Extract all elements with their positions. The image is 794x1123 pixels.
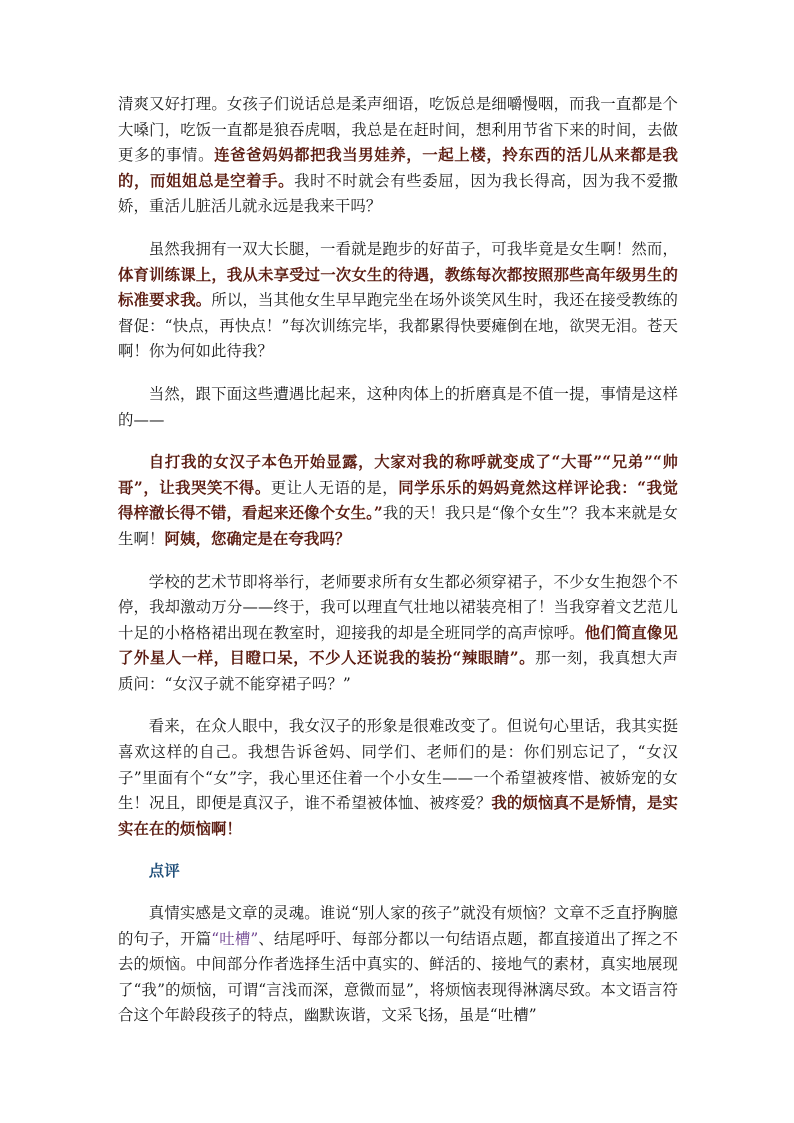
quoted-text: “吐槽” (211, 929, 259, 948)
body-text: 、结尾呼吁、每部分都以一句结语点题，都直接道出了挥之不去的烦恼。中间部分作者选择生活中真实的、鲜活的、接地气的素材，真实地展现了“我”的烦恼，可谓“言浅而深，意微而显”，将烦恼表现得淋漓尽致。本文语言符合这个年龄段孩子的特点，幽默诙谐，文采飞扬，虽是“吐槽” (118, 929, 678, 1025)
body-text: 更让人无语的是， (270, 478, 399, 497)
essay-paragraph (118, 570, 678, 698)
review-body (118, 901, 678, 1029)
body-text: 当然，跟下面这些遭遇比起来，这种肉体上的折磨真是不值一提，事情是这样的—— (118, 384, 678, 429)
body-text: 看来，在众人眼中，我女汉子的形象是很难改变了。但说句心里话，我其实挺喜欢这样的自己。我想告诉爸妈、同学们、老师们的是：你们别忘记了，“女汉子”里面有个“女”字，我心里还住着一个小女生——一个希望被疼惜、被娇宠的女生！况且，即便是真汉子，谁不希望被体恤、被疼爱？ (118, 717, 678, 813)
body-text: 那一刻，我真想大声质问：“女汉子就不能穿裙子吗？” (118, 649, 678, 693)
body-text: 我的天！我只是“像个女生”？我本来就是女生啊！ (118, 504, 678, 548)
body-text: 所以，当其他女生早早跑完坐在场外谈笑风生时，我还在接受教练的督促：“快点，再快点！”每次训练完毕，我都累得快要瘫倒在地，欲哭无泪。苍天啊！你为何如此待我？ (118, 291, 678, 361)
essay-paragraph (118, 382, 678, 433)
essay-body (118, 92, 678, 842)
body-text: 真情实感是文章的灵魂。谁说“别人家的孩子”就没有烦恼？文章不乏直抒胸臆的句子，开篇 (118, 904, 678, 948)
review-paragraph (118, 901, 678, 1029)
essay-paragraph (118, 714, 678, 842)
emphasis-text: 连爸爸妈妈都把我当男娃养，一起上楼，拎东西的活儿从来都是我的，而姐姐总是空着手。 (118, 146, 678, 190)
body-text: 我时不时就会有些委屈，因为我长得高，因为我不爱撒娇，重活儿脏活儿就永远是我来干吗？ (118, 171, 678, 216)
essay-paragraph (118, 92, 678, 220)
emphasis-text: 同学乐乐的妈妈竟然这样评论我：“我觉得梓澈长得不错，看起来还像个女生。” (118, 478, 678, 523)
body-text: 虽然我拥有一双大长腿，一看就是跑步的好苗子，可我毕竟是女生啊！然而， (148, 239, 678, 258)
emphasis-text: 自打我的女汉子本色开始显露，大家对我的称呼就变成了“大哥”“兄弟”“帅哥”，让我哭笑不得。 (118, 453, 678, 497)
document-page (118, 92, 678, 1029)
emphasis-text: 体育训练课上，我从未享受过一次女生的待遇，教练每次都按照那些高年级男生的标准要求我。 (118, 265, 678, 310)
emphasis-text: 他们简直像见了外星人一样，目瞪口呆，不少人还说我的装扮“辣眼睛”。 (118, 623, 678, 668)
body-text: 学校的艺术节即将举行，老师要求所有女生都必须穿裙子，不少女生抱怨个不停，我却激动万分——终于，我可以理直气壮地以裙装亮相了！当我穿着文艺范儿十足的小格格裙出现在教室时，迎接我的却是全班同学的高声惊呼。 (118, 572, 678, 642)
review-heading: 点评 (148, 862, 180, 881)
emphasis-text: 我的烦恼真不是矫情，是实实在在的烦恼啊！ (118, 794, 678, 838)
essay-paragraph (118, 450, 678, 552)
essay-paragraph (118, 237, 678, 365)
body-text: 清爽又好打理。女孩子们说话总是柔声细语，吃饭总是细嚼慢咽，而我一直都是个大嗓门，吃饭一直都是狼吞虎咽，我总是在赶时间，想利用节省下来的时间，去做更多的事情。 (118, 95, 678, 165)
emphasis-text: 阿姨，您确定是在夸我吗？ (164, 529, 351, 548)
